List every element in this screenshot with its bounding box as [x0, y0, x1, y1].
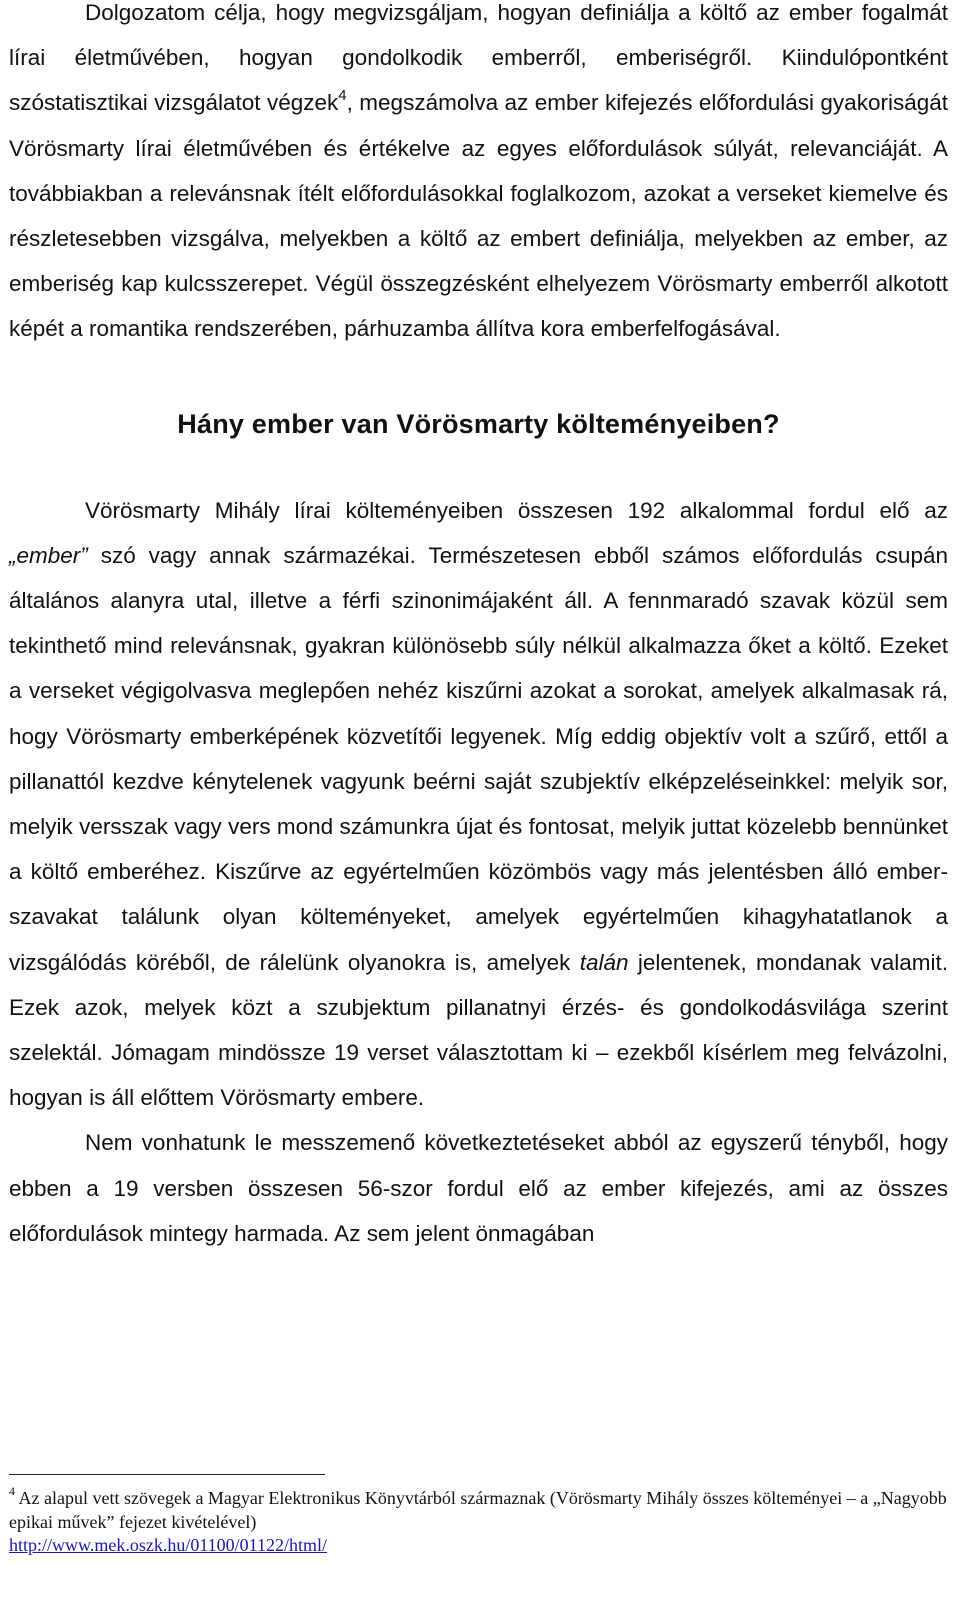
footnote: [9, 1484, 948, 1558]
body-text-middle: szó vagy annak származékai. Természetesen ebből számos előfordulás csupán általános alanyra utal, illetve a férfi szinonimájaként áll. A fennmaradó szavak közül sem tekinthető mind relevánsnak, gyakran különösebb súly nélkül alkalmazza őket a költő. Ezeket a verseket végigolvasva meglepően nehéz kiszűrni azokat a sorokat, amelyek alkalmasak rá, hogy Vörösmarty emberképének közvetítői legyenek. Míg eddig objektív volt a szűrő, ettől a pillanattól kezdve kénytelenek vagyunk beérni saját szubjektív elképzeléseinkkel: melyik sor, melyik versszak vagy vers mond számunkra újat és fontosat, melyik juttat közelebb bennünket a költő emberéhez. Kiszűrve az egyértelműen közömbös vagy más jelentésben álló ember-szavakat találunk olyan költeményeket, amelyek egyértelműen kihagyhatatlanok a vizsgálódás köréből, de rálelünk olyanokra is, amelyek: [9, 542, 948, 975]
intro-paragraph: [9, 0, 948, 352]
footnote-link[interactable]: http://www.mek.oszk.hu/01100/01122/html/: [9, 1535, 327, 1555]
emphasized-word-ember: „ember”: [9, 542, 88, 568]
footnote-link-line: [9, 1534, 948, 1558]
body-paragraph: [9, 488, 948, 1121]
body-text-end: jelentenek, mondanak valamit. Ezek azok, melyek közt a szubjektum pillanatnyi érzés- és gondolkodásvilága szerint szelektál. Jómagam mindössze 19 verset választottam ki – ezekből kísérlem meg felvázolni, hogyan is áll előttem Vörösmarty embere.: [9, 949, 949, 1111]
footnote-reference[interactable]: 4: [338, 86, 347, 104]
intro-text-end: , megszámolva az ember kifejezés előfordulási gyakoriságát Vörösmarty lírai életművében és értékelve az egyes előfordulások súlyát, relevanciáját. A továbbiakban a relevánsnak ítélt előfordulásokkal foglalkozom, azokat a verseket kiemelve és részletesebben vizsgálva, melyekben a költő az embert definiálja, melyekben az ember, az emberiség kap kulcsszerepet. Végül összegzésként elhelyezem Vörösmarty emberről alkotott képét a romantika rendszerében, párhuzamba állítva kora emberfelfogásával.: [9, 90, 948, 342]
footnote-number: 4: [9, 1484, 15, 1498]
footnote-text: Az alapul vett szövegek a Magyar Elektronikus Könyvtárból származnak (Vörösmarty Mihály összes költeményei – a „Nagyobb epikai művek” fejezet kivételével): [9, 1488, 947, 1532]
body-text-start: Vörösmarty Mihály lírai költeményeiben összesen 192 alkalommal fordul elő az: [85, 497, 948, 523]
intro-text-start: Dolgozatom célja, hogy megvizsgáljam, hogyan definiálja a költő az ember fogalmát lírai életművében, hogyan gondolkodik emberről, emberiségről. Kiindulópontként szóstatisztikai vizsgálatot végzek: [9, 0, 948, 116]
section-heading: Hány ember van Vörösmarty költeményeiben?: [177, 408, 780, 439]
footnote-text-line: [9, 1484, 948, 1534]
footnote-divider: [9, 1474, 325, 1475]
emphasized-word-talan: talán: [579, 949, 629, 975]
closing-paragraph: Nem vonhatunk le messzemenő következtetéseket abból az egyszerű tényből, hogy ebben a 19 versben összesen 56-szor fordul elő az ember kifejezés, ami az összes előfordulások mintegy harmada. Az sem jelent önmagában: [9, 1130, 948, 1246]
